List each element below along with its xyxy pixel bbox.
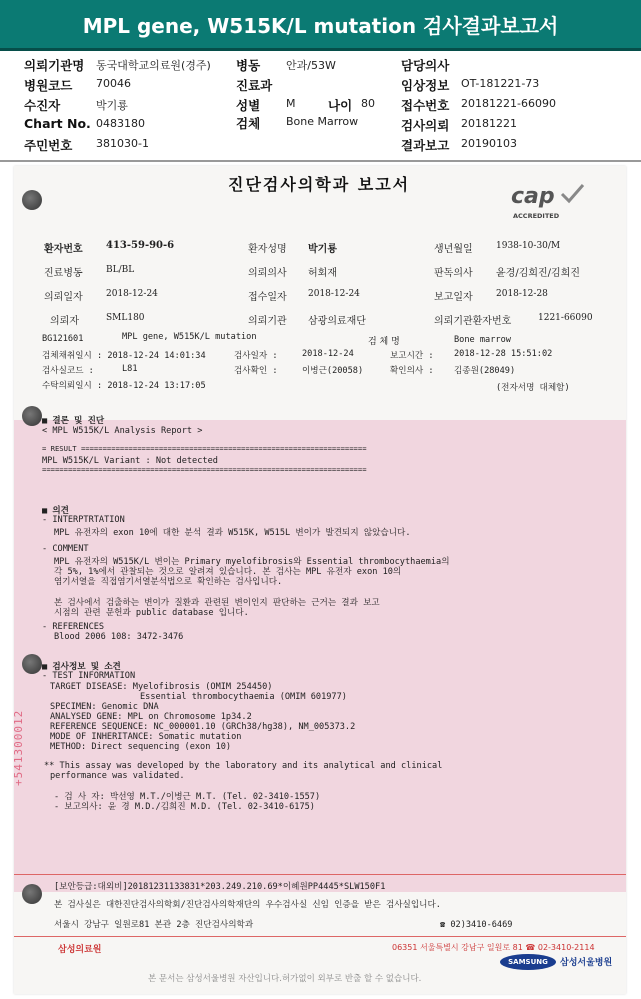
footer-divider bbox=[14, 936, 626, 937]
ward-value: BL/BL bbox=[106, 265, 135, 275]
request-date-value: 2018-12-24 bbox=[106, 289, 158, 299]
institution-value: 동국대학교의료원(경주) bbox=[96, 59, 211, 72]
institution-label: 의뢰기관명 bbox=[24, 58, 85, 73]
reader-value: 윤경/김희진/김희진 bbox=[496, 268, 581, 279]
interpretation-text: MPL 유전자의 exon 10에 대한 분석 결과 W515K, W515L 변이가 발견되지 않았습니다. bbox=[54, 528, 411, 538]
result-footer: =========================================================================== bbox=[42, 465, 367, 474]
cap-logo-text: cap bbox=[511, 184, 555, 209]
clinical-value: OT-181221-73 bbox=[461, 77, 540, 90]
punch-hole-icon bbox=[22, 190, 42, 210]
ownership-watermark: 본 문서는 삼성서울병원 자산입니다.허가없이 외부로 반출 할 수 없습니다. bbox=[148, 974, 422, 984]
birth-value: 1938-10-30/M bbox=[496, 241, 561, 251]
target-disease: TARGET DISEASE: Myelofibrosis (OMIM 254450) bbox=[50, 682, 273, 692]
sex-label: 성별 bbox=[236, 98, 261, 113]
report-date-value: 20190103 bbox=[461, 137, 517, 150]
confirm-doctor-label: 확인의사 : bbox=[390, 366, 434, 376]
scan-title: 진단검사의학과 보고서 bbox=[228, 175, 411, 194]
lab-code-label: 검사실코드 : bbox=[42, 366, 94, 376]
comment-line-4: 본 검사에서 검출하는 변이가 질환과 관련된 변이인지 판단하는 근거는 결과 보고 bbox=[54, 598, 380, 608]
confirm-doctor-value: 김종원(28049) bbox=[454, 366, 516, 376]
patient-no-value: 413-59-90-6 bbox=[106, 240, 175, 251]
clinical-label: 임상정보 bbox=[401, 78, 450, 93]
age-label: 나이 bbox=[328, 98, 353, 113]
checkmark-icon bbox=[559, 182, 585, 204]
section-test-info: ■ 검사정보 및 소견 bbox=[42, 662, 121, 672]
requester-label: 의뢰자 bbox=[50, 316, 79, 327]
birth-label: 생년월일 bbox=[434, 244, 473, 255]
certification: 본 검사실은 대한진단검사의학회/진단검사의학재단의 우수검사실 신임 인증을 받은 검사실입니다. bbox=[54, 900, 441, 910]
lab-address: 서울시 강남구 일원로81 본관 2층 진단검사의학과 bbox=[54, 920, 254, 930]
receipt-date-value: 2018-12-24 bbox=[308, 289, 360, 299]
side-serial: +541300012 bbox=[12, 709, 25, 786]
ref-pt-no-label: 의뢰기관환자번호 bbox=[434, 316, 512, 327]
references-heading: - REFERENCES bbox=[42, 622, 105, 632]
header-info bbox=[0, 52, 641, 162]
hospital-code-label: 병원코드 bbox=[24, 78, 73, 93]
ref-doctor-label: 의뢰의사 bbox=[248, 268, 287, 279]
punch-hole-icon bbox=[22, 406, 42, 426]
hospital-mark: 삼성의료원 bbox=[58, 945, 102, 955]
header-divider bbox=[0, 160, 641, 162]
ref-doctor-value: 허회재 bbox=[308, 268, 337, 279]
report-title: MPL gene, W515K/L mutation 검사결과보고서 bbox=[0, 0, 641, 51]
cap-logo bbox=[511, 182, 591, 224]
result-header: = RESULT ================================================================== bbox=[42, 444, 367, 453]
assay-note-2: performance was validated. bbox=[50, 771, 185, 781]
chart-label: Chart No. bbox=[24, 116, 91, 131]
footer-address: 06351 서울특별시 강남구 일원로 81 ☎ 02-3410-2114 bbox=[392, 943, 595, 952]
tester-line: - 검 사 자: 박선영 M.T./이병근 M.T. (Tel. 02-3410-1557) bbox=[54, 792, 321, 802]
request-label: 검사의뢰 bbox=[401, 118, 450, 133]
hospital-name: 삼성서울병원 bbox=[560, 958, 613, 968]
comment-line-3: 염기서열을 직접염기서열분석법으로 확인하는 검사입니다. bbox=[54, 577, 283, 587]
dept-label: 진료과 bbox=[236, 78, 273, 93]
section-conclusion: ■ 결론 및 진단 bbox=[42, 416, 105, 426]
analysed-gene: ANALYSED GENE: MPL on Chromosome 1p34.2 bbox=[50, 712, 252, 722]
test-name: MPL gene, W515K/L mutation bbox=[122, 332, 257, 342]
receipt-label: 접수번호 bbox=[401, 98, 450, 113]
chart-value: 0483180 bbox=[96, 117, 145, 130]
receipt-value: 20181221-66090 bbox=[461, 97, 556, 110]
report-date-label: 결과보고 bbox=[401, 138, 450, 153]
test-confirm-value: 이병근(20058) bbox=[302, 366, 364, 376]
receipt-date-label: 접수일자 bbox=[248, 292, 287, 303]
references-text: Blood 2006 108: 3472-3476 bbox=[54, 632, 184, 642]
doctor-label: 담당의사 bbox=[401, 58, 450, 73]
test-code: BG121601 bbox=[42, 334, 84, 344]
age-value: 80 bbox=[361, 97, 375, 110]
comment-line-1: MPL 유전자의 W515K/L 변이는 Primary myelofibrosis와 Essential thrombocythaemia의 bbox=[54, 557, 450, 567]
reader-label: 판독의사 bbox=[434, 268, 473, 279]
specimen-value: Bone Marrow bbox=[286, 115, 359, 128]
cap-accredited: ACCREDITED bbox=[513, 212, 560, 220]
result-line: MPL W515K/L Variant : Not detected bbox=[42, 456, 218, 466]
e-signature-note: (전자서명 대체함) bbox=[496, 383, 570, 393]
report-date-value: 2018-12-28 bbox=[496, 289, 548, 299]
lab-phone: ☎ 02)3410-6469 bbox=[440, 920, 513, 930]
assay-note-1: ** This assay was developed by the laboratory and its analytical and clinical bbox=[44, 761, 443, 771]
specimen-name-value: Bone marrow bbox=[454, 335, 511, 345]
request-value: 20181221 bbox=[461, 117, 517, 130]
section-opinion: ■ 의견 bbox=[42, 506, 69, 516]
comment-line-2: 각 5%, 1%에서 관찰되는 것으로 알려져 있습니다. 본 검사는 MPL 유전자 exon 10의 bbox=[54, 567, 402, 577]
method: METHOD: Direct sequencing (exon 10) bbox=[50, 742, 232, 752]
sex-value: M bbox=[286, 97, 296, 110]
test-date-label: 검사일자 : bbox=[234, 351, 278, 361]
ref-inst-label: 의뢰기관 bbox=[248, 316, 287, 327]
test-confirm-label: 검사확인 : bbox=[234, 366, 278, 376]
collection-time: 검체채취일시 : 2018-12-24 14:01:34 bbox=[42, 351, 206, 361]
punch-hole-icon bbox=[22, 884, 42, 904]
id-label: 주민번호 bbox=[24, 138, 73, 153]
hospital-code-value: 70046 bbox=[96, 77, 131, 90]
comment-heading: - COMMENT bbox=[42, 544, 89, 554]
requester-value: SML180 bbox=[106, 313, 145, 323]
id-value: 381030-1 bbox=[96, 137, 149, 150]
reference-sequence: REFERENCE SEQUENCE: NC_000001.10 (GRCh38/hg38), NM_005373.2 bbox=[50, 722, 356, 732]
patient-name-label: 환자성명 bbox=[248, 244, 287, 255]
test-info-heading: - TEST INFORMATION bbox=[42, 671, 136, 681]
ward-label: 병동 bbox=[236, 58, 261, 73]
consign-time: 수탁의뢰일시 : 2018-12-24 13:17:05 bbox=[42, 381, 206, 391]
punch-hole-icon bbox=[22, 654, 42, 674]
samsung-logo: SAMSUNG bbox=[500, 954, 556, 970]
specimen-info: SPECIMEN: Genomic DNA bbox=[50, 702, 159, 712]
patient-name-value: 박기룡 bbox=[308, 244, 337, 255]
ref-inst-value: 삼광의료재단 bbox=[308, 316, 366, 327]
report-time-label: 보고시간 : bbox=[390, 351, 434, 361]
target-disease-2: Essential thrombocythaemia (OMIM 601977) bbox=[140, 692, 347, 702]
ref-pt-no-value: 1221-66090 bbox=[538, 313, 593, 323]
scanned-report bbox=[14, 166, 626, 994]
test-date-value: 2018-12-24 bbox=[302, 349, 354, 359]
report-time-value: 2018-12-28 15:51:02 bbox=[454, 349, 553, 359]
analysis-report-title: < MPL W515K/L Analysis Report > bbox=[42, 426, 203, 436]
security-line: [보안등급:대외비]20181231133831*203.249.210.69*이혜원PP4445*SLW150F1 bbox=[54, 882, 386, 892]
highlight-band bbox=[14, 420, 626, 892]
lab-code-value: L81 bbox=[122, 364, 138, 374]
specimen-name-label: 검 체 명 bbox=[368, 337, 400, 347]
ward-label: 진료병동 bbox=[44, 268, 83, 279]
patient-no-label: 환자번호 bbox=[44, 244, 83, 255]
reporter-line: - 보고의사: 윤 경 M.D./김희진 M.D. (Tel. 02-3410-6175) bbox=[54, 802, 315, 812]
comment-line-5: 시점의 관련 문헌과 public database 입니다. bbox=[54, 608, 249, 618]
footer-rule bbox=[14, 874, 626, 875]
mode-inheritance: MODE OF INHERITANCE: Somatic mutation bbox=[50, 732, 242, 742]
ward-value: 안과/53W bbox=[286, 59, 336, 72]
specimen-label: 검체 bbox=[236, 116, 261, 131]
collector-value: 박기룡 bbox=[96, 99, 128, 112]
report-date-label: 보고일자 bbox=[434, 292, 473, 303]
collector-label: 수진자 bbox=[24, 98, 61, 113]
request-date-label: 의뢰일자 bbox=[44, 292, 83, 303]
interpretation-heading: - INTERPTRTATION bbox=[42, 515, 125, 525]
